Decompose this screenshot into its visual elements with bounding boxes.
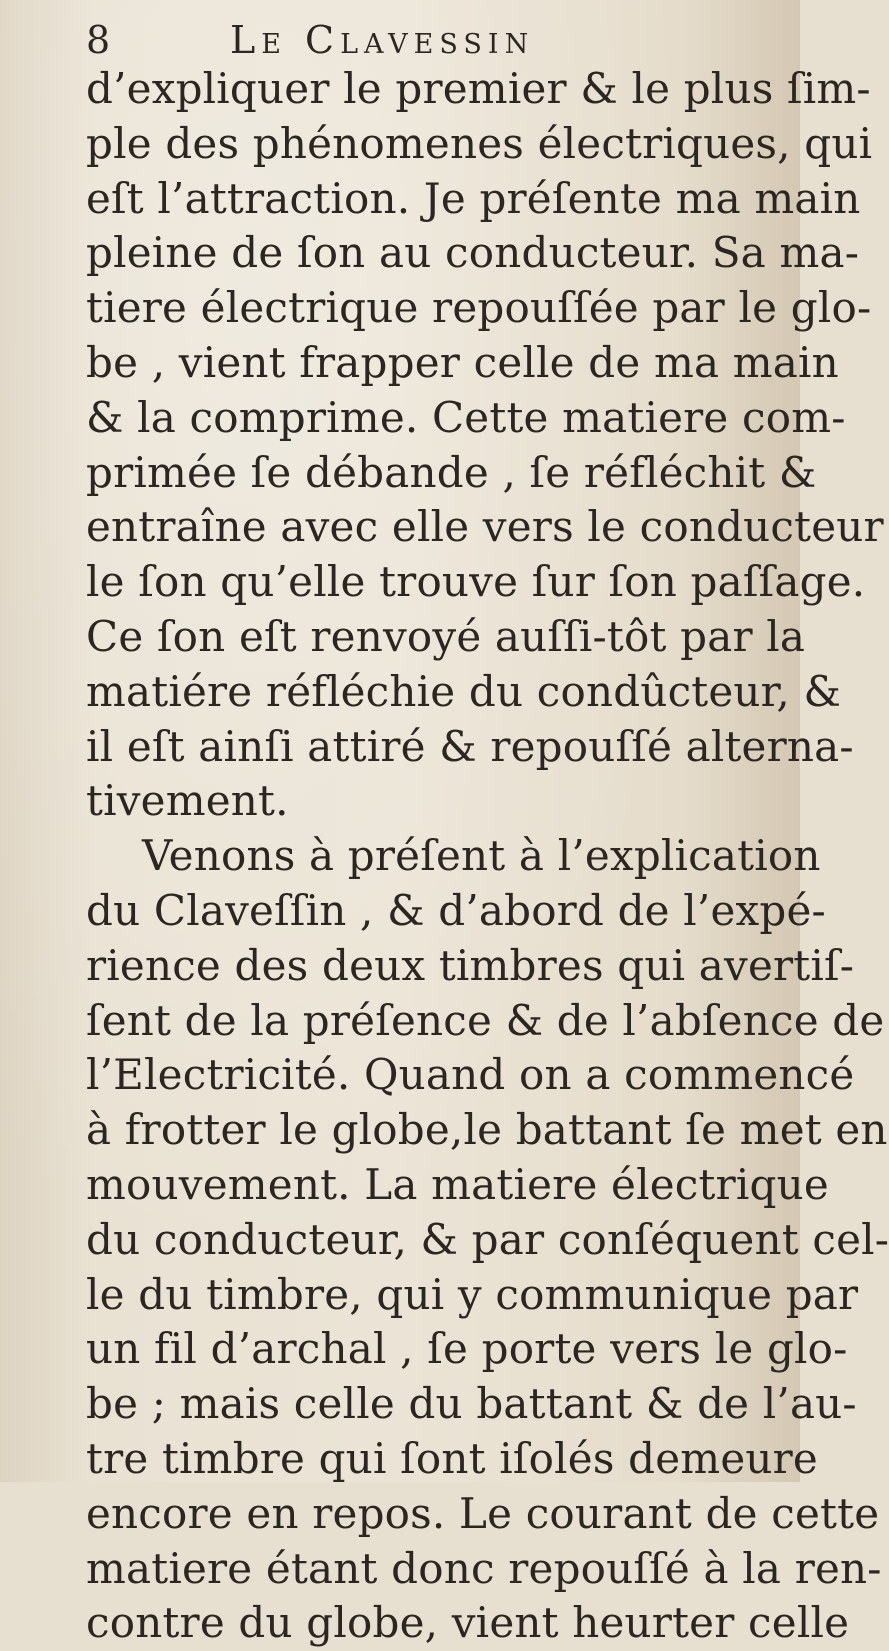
text-line: rience des deux timbres qui avertiſ- bbox=[86, 940, 855, 990]
text-line: tre timbre qui ſont iſolés demeure bbox=[86, 1433, 818, 1483]
text-line: Ce ſon eſt renvoyé auſſi-tôt par la bbox=[86, 611, 806, 661]
text-line: d’expliquer le premier & le plus ſim- bbox=[86, 64, 871, 113]
text-line: matiére réfléchie du condûcteur, & bbox=[86, 666, 842, 716]
text-line: entraîne avec elle vers le conducteur bbox=[86, 502, 884, 552]
text-line: & la comprime. Cette matiere com- bbox=[86, 392, 846, 442]
paragraph-start-line: Venons à préſent à l’explication bbox=[142, 831, 821, 881]
page-number: 8 bbox=[86, 18, 111, 62]
text-line: contre du globe, vient heurter celle bbox=[86, 1598, 850, 1648]
text-line: du conducteur, & par conſéquent cel- bbox=[86, 1214, 889, 1264]
text-line: be ; mais celle du battant & de l’au- bbox=[86, 1379, 857, 1429]
running-head bbox=[86, 14, 726, 66]
text-line: eſt l’attraction. Je préſente ma main bbox=[86, 173, 861, 223]
text-line: du Claveſſin , & d’abord de l’expé- bbox=[86, 885, 826, 935]
text-line: un fil d’archal , ſe porte vers le glo- bbox=[86, 1324, 848, 1374]
running-title: Le Clavessin bbox=[230, 18, 535, 62]
text-line: à frotter le globe,le battant ſe met en bbox=[86, 1105, 888, 1155]
body-text bbox=[86, 62, 889, 1651]
text-line: matiere étant donc repouſſé à la ren- bbox=[86, 1543, 882, 1593]
text-line: ſent de la préſence & de l’abſence de bbox=[86, 995, 885, 1045]
text-line: be , vient frapper celle de ma main bbox=[86, 337, 839, 387]
text-line: encore en repos. Le courant de cette bbox=[86, 1488, 880, 1538]
text-line: primée ſe débande , ſe réfléchit & bbox=[86, 447, 817, 497]
text-line: mouvement. La matiere électrique bbox=[86, 1159, 829, 1209]
text-line: tivement. bbox=[86, 776, 289, 826]
text-line: le ſon qu’elle trouve ſur ſon paſſage. bbox=[86, 557, 866, 607]
text-line: le du timbre, qui y communique par bbox=[86, 1269, 859, 1319]
text-line: l’Electricité. Quand on a commencé bbox=[86, 1050, 855, 1100]
text-line: ple des phénomenes électriques, qui bbox=[86, 118, 873, 168]
text-line: il eſt ainſi attiré & repouſſé alterna- bbox=[86, 721, 854, 771]
text-line: pleine de ſon au conducteur. Sa ma- bbox=[86, 228, 860, 278]
text-line: tiere électrique repouſſée par le glo- bbox=[86, 283, 872, 333]
